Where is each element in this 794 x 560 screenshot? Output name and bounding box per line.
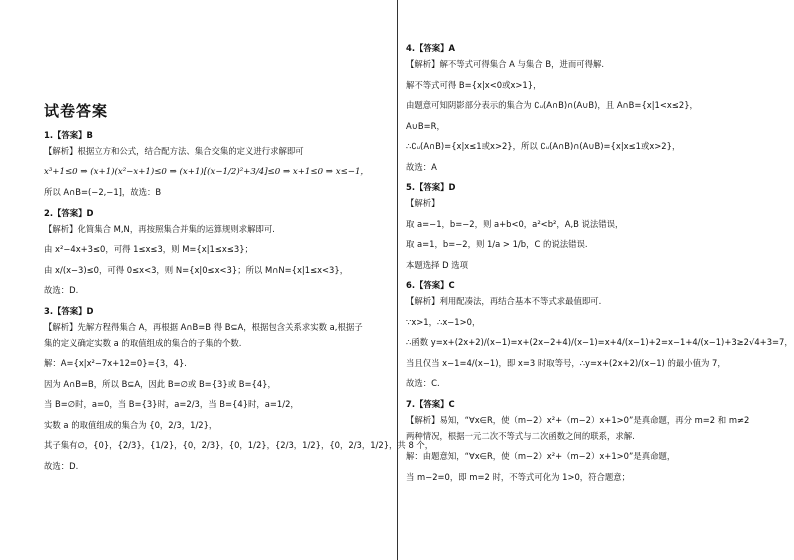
answer-heading: 2.【答案】D [44, 207, 94, 218]
text-line: 故选：D. [44, 285, 79, 295]
text-line: 本题选择 D 选项 [406, 259, 469, 270]
answer-heading: 7.【答案】C [406, 398, 455, 409]
text-line: 取 a=−1，b=−2，则 a+b<0，a²<b²，A,B 说法错误， [406, 218, 624, 229]
page-title: 试卷答案 [44, 102, 109, 120]
text-line: 解不等式可得 B={x|x<0或x>1}， [406, 79, 542, 90]
text-line: 由题意可知阴影部分表示的集合为 ∁ᵤ(A∩B)∩(A∪B)，且 A∩B={x|1<x≤2}， [406, 100, 698, 110]
text-line: 故选：D. [44, 460, 79, 471]
analysis-line: 【解析】 [406, 198, 440, 208]
analysis-line: 【解析】先解方程得集合 A，再根据 A∩B=B 得 B⊆A，根据包含关系求实数 a,根据子 [44, 321, 363, 332]
text-line: 取 a=1，b=−2，则 1/a > 1/b，C 的说法错误. [406, 239, 588, 249]
text-line: 当且仅当 x−1=4/(x−1)，即 x=3 时取等号，∴y=x+(2x+2)/(x−1) 的最小值为 7， [406, 357, 726, 368]
answer-heading: 1.【答案】B [44, 130, 93, 140]
text-line: 因为 A∩B=B，所以 B⊆A，因此 B=∅或 B={3}或 B={4}， [44, 378, 276, 389]
text-line: 当 m−2=0，即 m=2 时，不等式可化为 1>0，符合题意； [406, 471, 631, 482]
analysis-line: 【解析】化简集合 M,N，再按照集合并集的运算规则求解即可. [44, 223, 275, 234]
answer-heading: 5.【答案】D [406, 182, 456, 192]
analysis-line: 【解析】解不等式可得集合 A 与集合 B，进而可得解. [406, 59, 604, 69]
text-line: 解：A={x|x²−7x+12=0}={3，4}. [44, 358, 187, 368]
text-line: 当 B=∅时，a=0，当 B={3}时，a=2/3，当 B={4}时，a=1/2， [44, 399, 299, 409]
right-answers [406, 42, 793, 484]
text-line: x³+1≤0 ⇒ (x+1)(x²−x+1)≤0 ⇒ (x+1)[(x−1/2)²+3/4]≤0 ⇒ x+1≤0 ⇒ x≤−1， [44, 166, 370, 177]
analysis-line: 【解析】易知，“∀x∈R，使（m−2）x²+（m−2）x+1>0”是真命题，再分 m=2 和 m≠2 [406, 414, 750, 425]
text-line: 所以 A∩B=(−2,−1]，故选：B [44, 187, 162, 197]
text-line: 由 x/(x−3)≤0，可得 0≤x<3，则 N={x|0≤x<3}；所以 M∩N={x|1≤x<3}， [44, 264, 349, 275]
answer-heading: 6.【答案】C [406, 280, 455, 290]
answer-heading: 3.【答案】D [44, 305, 94, 316]
text-line: ∴函数 y=x+(2x+2)/(x−1)=x+(2x−2+4)/(x−1)=x+4/(x−1)+2=x−1+4/(x−1)+3≥2√4+3=7， [406, 337, 793, 347]
text-line: 集的定义确定实数 a 的取值组成的集合的子集的个数. [44, 337, 242, 348]
analysis-line: 【解析】利用配凑法，再结合基本不等式求最值即可. [406, 296, 602, 306]
text-line: 故选：A [406, 161, 437, 172]
answer-heading: 4.【答案】A [406, 43, 455, 53]
text-line: 由 x²−4x+3≤0，可得 1≤x≤3，则 M={x|1≤x≤3}； [44, 244, 253, 254]
text-line: A∪B=R， [406, 120, 445, 131]
text-line: 其子集有∅，{0}，{2/3}，{1/2}，{0，2/3}，{0，1/2}，{2/3，1/2}，{0，2/3，1/2}，共 8 个， [44, 440, 434, 450]
right-column [397, 0, 794, 560]
text-line: 实数 a 的取值组成的集合为 {0，2/3，1/2}， [44, 419, 218, 430]
analysis-line: 【解析】根据立方和公式，结合配方法、集合交集的定义进行求解即可 [44, 146, 304, 156]
text-line: 两种情况，根据一元二次不等式与二次函数之间的联系，求解. [406, 430, 635, 441]
text-line: ∵x>1，∴x−1>0， [406, 316, 481, 327]
text-line: ∴∁ᵤ(A∩B)={x|x≤1或x>2}，所以 ∁ᵤ(A∩B)∩(A∪B)={x|x≤1或x>2}， [406, 141, 681, 151]
text-line: 解：由题意知，“∀x∈R，使（m−2）x²+（m−2）x+1>0”是真命题， [406, 451, 676, 461]
text-line: 故选：C. [406, 378, 440, 388]
